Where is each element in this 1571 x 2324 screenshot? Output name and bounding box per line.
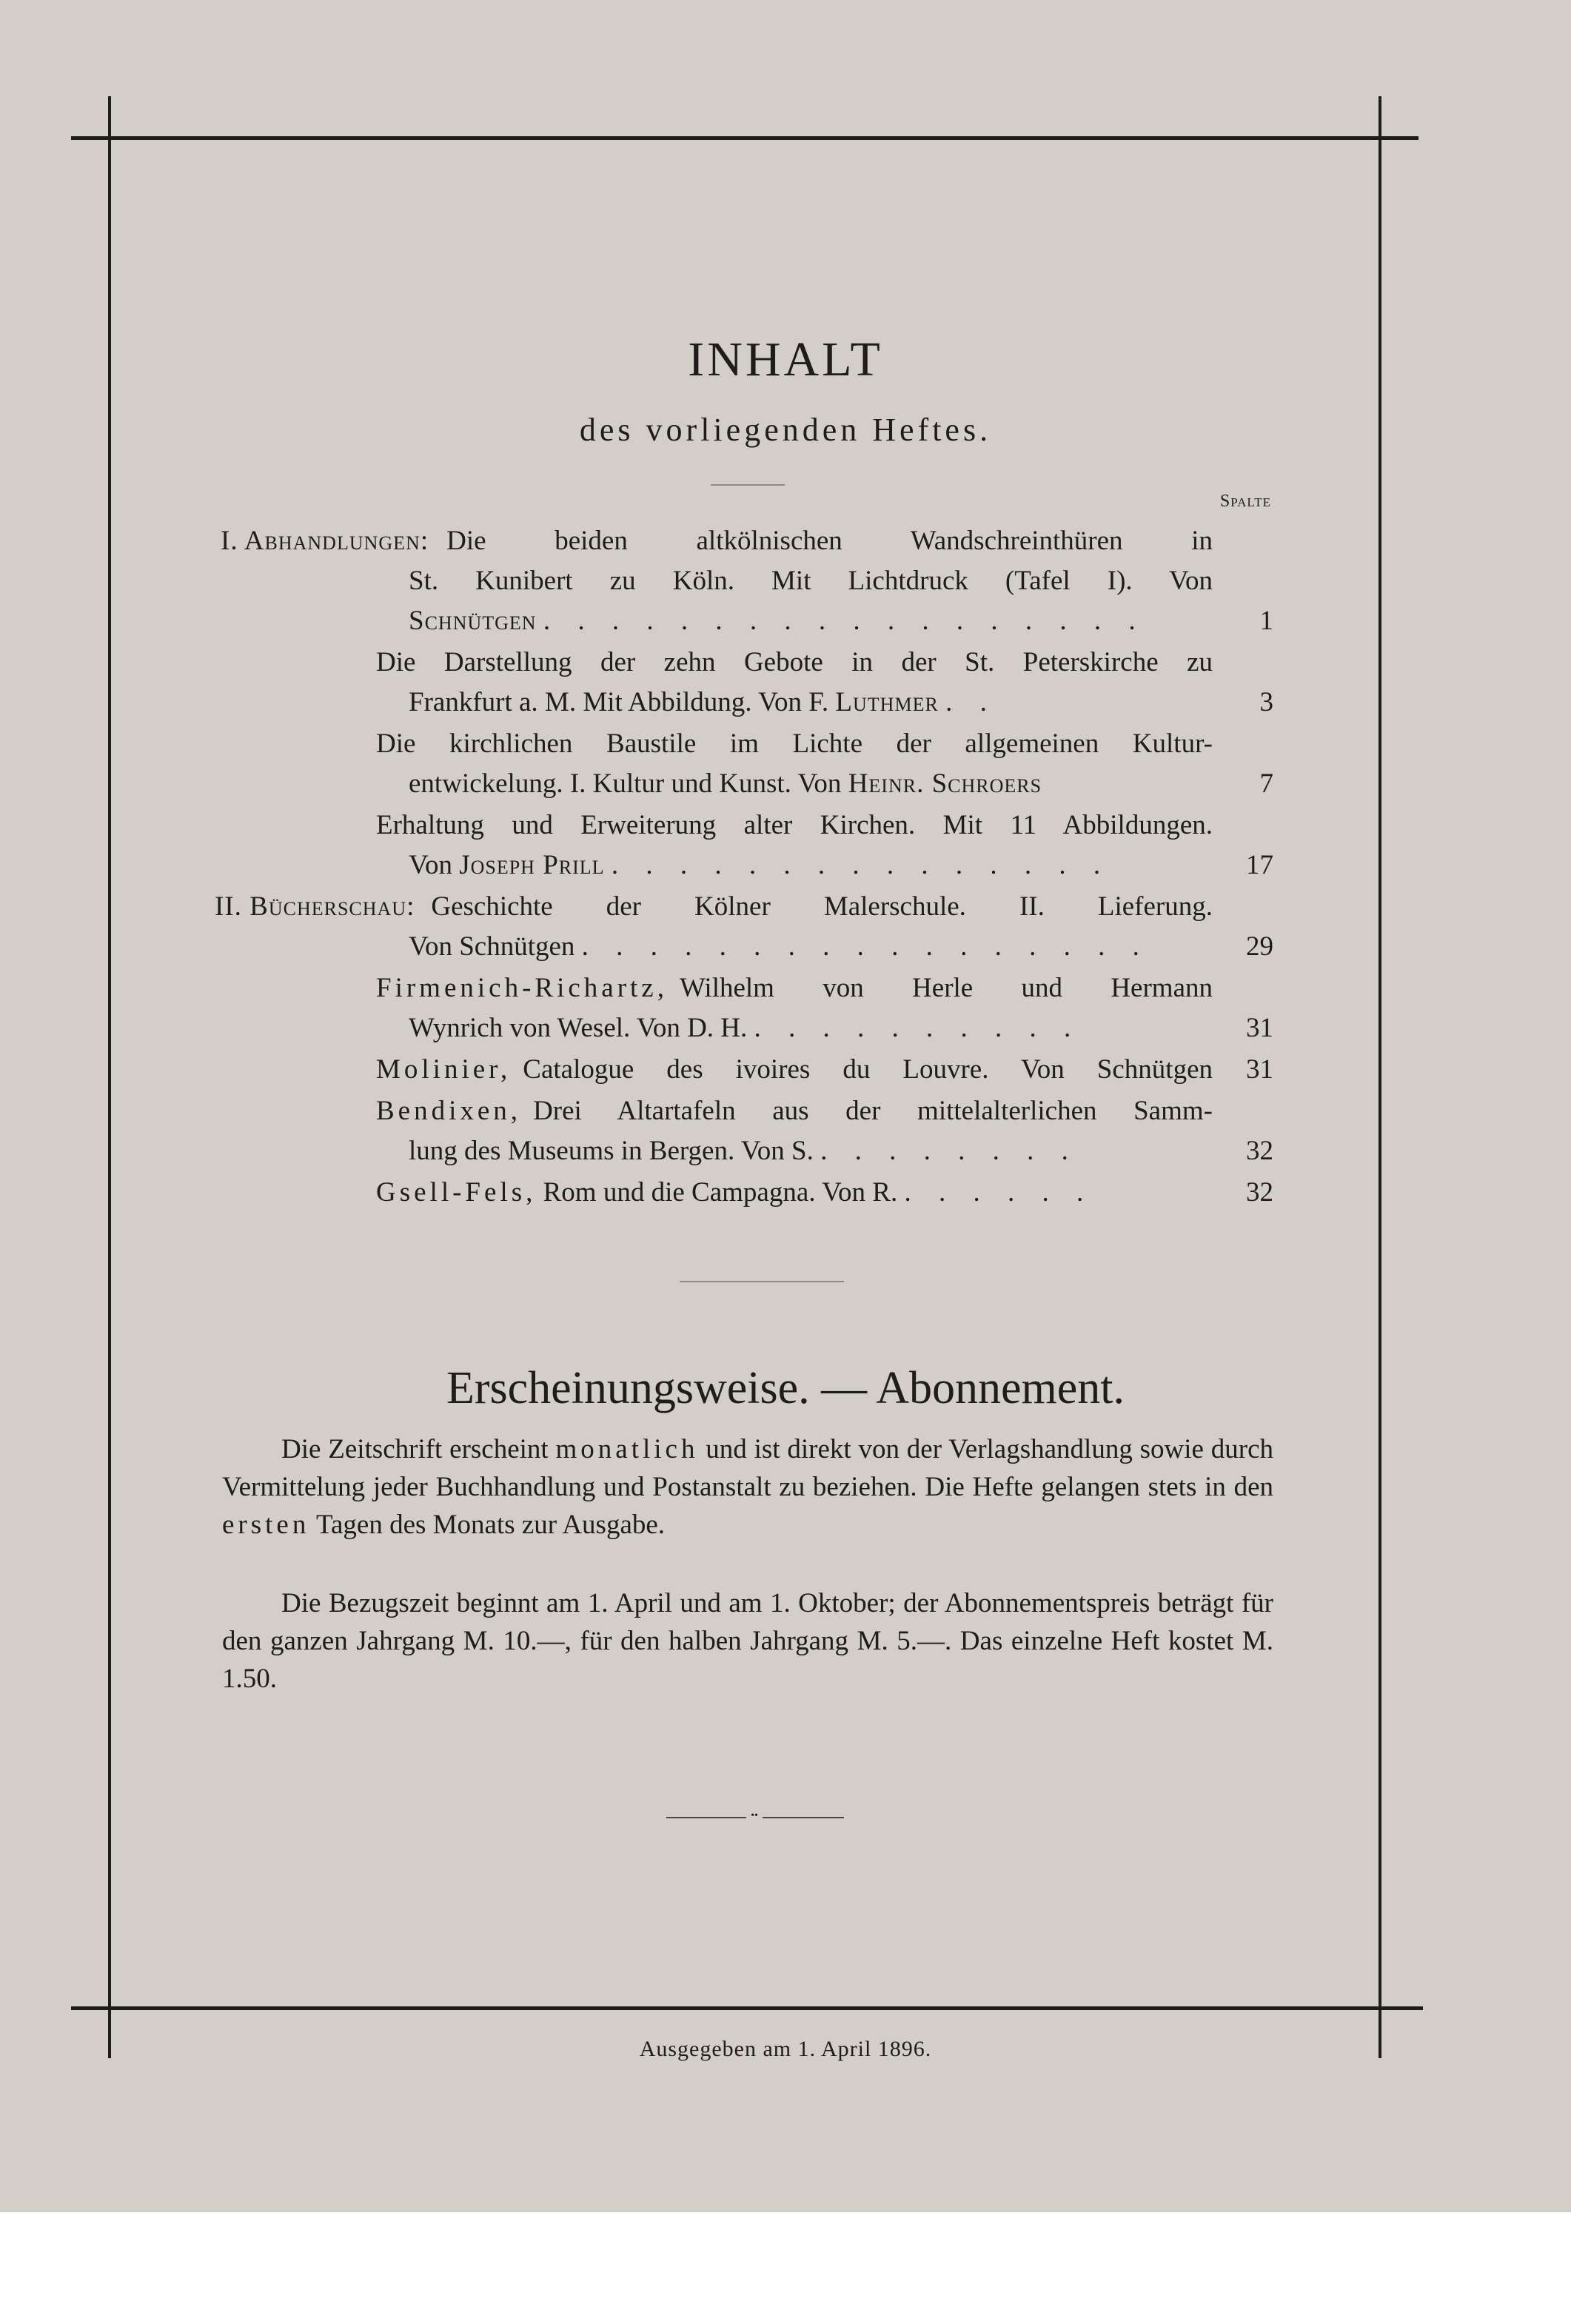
digitization-footer: [0, 2212, 1571, 2324]
toc-text: Von Schnütgen: [409, 931, 575, 962]
toc-entry-ii-5: [376, 1179, 1093, 1206]
toc-leader: . . . . . . . . . .: [754, 1013, 1082, 1043]
toc-page-number: 31: [1246, 1013, 1273, 1043]
toc-page-number: 31: [1246, 1054, 1273, 1085]
toc-section-label: I. Abhandlungen:: [221, 526, 429, 556]
toc-author: Molinier,: [376, 1054, 512, 1085]
toc-text: Die kirchlichen Baustile im Lichte der allgemeinen Kultur-: [376, 729, 1213, 759]
toc-section-label: II. Bücherschau:: [215, 891, 415, 922]
toc-author: Gsell-Fels,: [376, 1177, 537, 1208]
section-paragraph-1: [222, 1430, 1273, 1544]
toc-author: Bendixen,: [376, 1096, 522, 1126]
toc-author: Heinr. Schroers: [848, 768, 1042, 799]
toc-entry-ii-4: [376, 1097, 1213, 1125]
toc-page-number: 1: [1259, 606, 1273, 636]
toc-text: entwickelung. I. Kultur und Kunst. Von: [409, 768, 842, 799]
column-header: Spalte: [1219, 492, 1271, 511]
toc-leader: . . . . . . . .: [820, 1136, 1079, 1166]
toc-leader: . . . . . . . . . . . . . . . . .: [581, 931, 1150, 962]
paragraph-text: Tagen des Monats zur Ausgabe.: [315, 1510, 666, 1540]
section-divider: [680, 1281, 844, 1282]
section-title: Erscheinungsweise. — Abonnement.: [446, 1363, 1125, 1413]
toc-author-line: [409, 851, 1111, 879]
toc-leader: . . . . . . . . . . . . . . .: [611, 850, 1111, 880]
frame-bottom-rule: [71, 2006, 1423, 2010]
toc-page-number: 29: [1246, 931, 1273, 962]
frame-top-rule: [71, 136, 1418, 140]
toc-author: Luthmer: [835, 687, 939, 717]
toc-author-line: [409, 770, 1042, 797]
toc-page-number: 17: [1246, 850, 1273, 880]
toc-entry-ii-2: [376, 974, 1213, 1002]
section-paragraph-2: Die Bezugszeit beginnt am 1. April und am 1. Oktober; der Abonnementspreis beträgt für den ganzen Jahrgang M. 10.—, für den halben Jahrgang M. 5.—. Das einzelne Heft kostet M. 1.50.: [222, 1588, 1273, 1694]
toc-author: Firmenich-Richartz,: [376, 973, 668, 1003]
toc-text: Die Darstellung der zehn Gebote in der St. Peterskirche zu: [376, 647, 1213, 677]
toc-text: Wynrich von Wesel. Von D. H.: [409, 1013, 748, 1043]
toc-leader: . .: [945, 687, 997, 717]
toc-author-line: [409, 607, 1146, 634]
toc-text: Wilhelm von Herle und Hermann: [679, 973, 1213, 1003]
toc-leader: . . . . . . . . . . . . . . . . . .: [543, 606, 1146, 636]
toc-text: Erhaltung und Erweiterung alter Kirchen. Mit 11 Abbildungen.: [376, 810, 1213, 840]
toc-text: St. Kunibert zu Köln. Mit Lichtdruck (Tafel I). Von: [409, 566, 1213, 596]
toc-author: Joseph Prill: [459, 850, 605, 880]
frame-left-rule: [108, 96, 111, 2058]
emphasis-text: monatlich: [555, 1434, 699, 1464]
page-subtitle: des vorliegenden Heftes.: [579, 412, 992, 448]
toc-text: Die beiden altkölnischen Wandschreinthüren in: [446, 526, 1213, 556]
frame-right-rule: [1379, 96, 1381, 2058]
toc-page-number: 3: [1259, 687, 1273, 717]
ornament-icon: ••: [746, 1811, 763, 1821]
toc-text: Rom und die Campagna. Von R.: [543, 1177, 898, 1208]
toc-text: Von: [409, 850, 452, 880]
toc-text: Frankfurt a. M. Mit Abbildung. Von F.: [409, 687, 829, 717]
toc-text: lung des Museums in Bergen. Von S.: [409, 1136, 814, 1166]
toc-author-line: [409, 1014, 1081, 1042]
toc-entry-ii-3: [376, 1056, 1213, 1083]
toc-entry-i-1: [221, 527, 1213, 555]
toc-text: Drei Altartafeln aus der mittelalterlichen Samm-: [533, 1096, 1213, 1126]
emphasis-text: ersten: [222, 1510, 310, 1540]
title-divider: [711, 484, 785, 486]
toc-page-number: 32: [1246, 1177, 1273, 1208]
toc-page-number: 32: [1246, 1136, 1273, 1166]
toc-author-line: [409, 689, 997, 716]
toc-author: Schnütgen: [409, 606, 537, 636]
toc-author-line: [409, 1137, 1079, 1165]
page-title: INHALT: [688, 332, 883, 386]
toc-leader: . . . . . .: [904, 1177, 1094, 1208]
toc-author-line: [409, 933, 1150, 960]
toc-text: Geschichte der Kölner Malerschule. II. Lieferung.: [431, 891, 1213, 922]
toc-text: Catalogue des ivoires du Louvre. Von Schnütgen: [523, 1054, 1213, 1085]
toc-entry-ii-1: [215, 893, 1213, 920]
toc-page-number: 7: [1259, 768, 1273, 799]
paragraph-text: Die Zeitschrift erscheint: [281, 1434, 549, 1464]
issue-date-note: Ausgegeben am 1. April 1896.: [639, 2037, 932, 2061]
paragraph-text: und ist direkt von der Verlagshandlung sowie durch Vermittelung jeder Buchhandlung und Postanstalt zu beziehen. Die Hefte gelangen stets in den: [222, 1434, 1274, 1502]
